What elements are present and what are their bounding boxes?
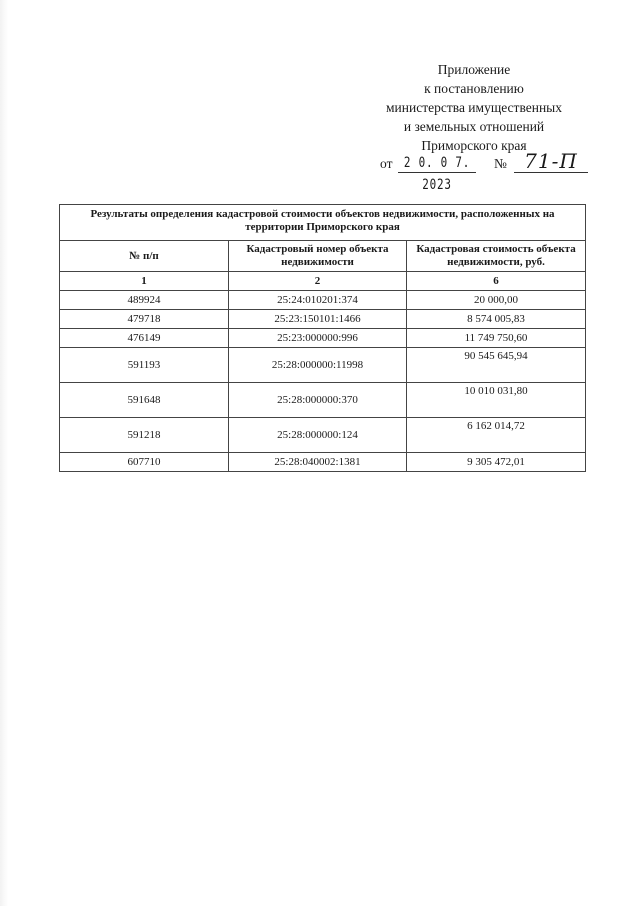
row-number: 489924 [60, 291, 229, 310]
column-number: 2 [229, 272, 407, 291]
table-title-row [60, 205, 586, 241]
cadastral-number: 25:28:040002:1381 [229, 453, 407, 472]
header-line: Приморского края [421, 138, 527, 153]
cadastral-value: 11 749 750,60 [407, 329, 586, 348]
cadastral-number: 25:24:010201:374 [229, 291, 407, 310]
row-number: 476149 [60, 329, 229, 348]
order-reference [380, 149, 590, 193]
cadastral-value: 6 162 014,72 [407, 418, 586, 453]
row-number: 591218 [60, 418, 229, 453]
cadastral-number: 25:23:000000:996 [229, 329, 407, 348]
order-date-label: от [380, 156, 393, 171]
table-row [60, 291, 586, 310]
table-row [60, 348, 586, 383]
table-row [60, 310, 586, 329]
cadastral-value: 90 545 645,94 [407, 348, 586, 383]
table-row [60, 453, 586, 472]
header-line: Приложение [437, 62, 511, 77]
row-number: 479718 [60, 310, 229, 329]
column-header-cadastral: Кадастровый номер объекта недвижимости [229, 241, 407, 272]
order-date: 2 0. 0 7. 2023 [398, 152, 476, 173]
cadastral-value: 20 000,00 [407, 291, 586, 310]
cadastral-number: 25:23:150101:1466 [229, 310, 407, 329]
row-number: 607710 [60, 453, 229, 472]
scan-edge [0, 0, 8, 906]
header-line: министерства имущественных [386, 100, 562, 115]
header-line: к постановлению [424, 81, 524, 96]
cadastral-number: 25:28:000000:370 [229, 383, 407, 418]
cadastral-results-table [59, 204, 586, 472]
cadastral-value: 8 574 005,83 [407, 310, 586, 329]
cadastral-number: 25:28:000000:11998 [229, 348, 407, 383]
row-number: 591648 [60, 383, 229, 418]
order-number: 71-П [514, 150, 588, 173]
header-line: и земельных отношений [403, 119, 545, 134]
column-number-row [60, 272, 586, 291]
order-number-label: № [494, 156, 507, 171]
cadastral-number: 25:28:000000:124 [229, 418, 407, 453]
column-header-number: № п/п [60, 241, 229, 272]
table-title: Результаты определения кадастровой стоимости объектов недвижимости, расположенных на территории Приморского края [60, 205, 586, 241]
column-header-row [60, 241, 586, 272]
cadastral-value: 10 010 031,80 [407, 383, 586, 418]
table-row [60, 329, 586, 348]
column-number: 1 [60, 272, 229, 291]
row-number: 591193 [60, 348, 229, 383]
table-row [60, 383, 586, 418]
table-row [60, 418, 586, 453]
appendix-header [360, 60, 588, 155]
column-header-value: Кадастровая стоимость объекта недвижимости, руб. [407, 241, 586, 272]
column-number: 6 [407, 272, 586, 291]
cadastral-value: 9 305 472,01 [407, 453, 586, 472]
